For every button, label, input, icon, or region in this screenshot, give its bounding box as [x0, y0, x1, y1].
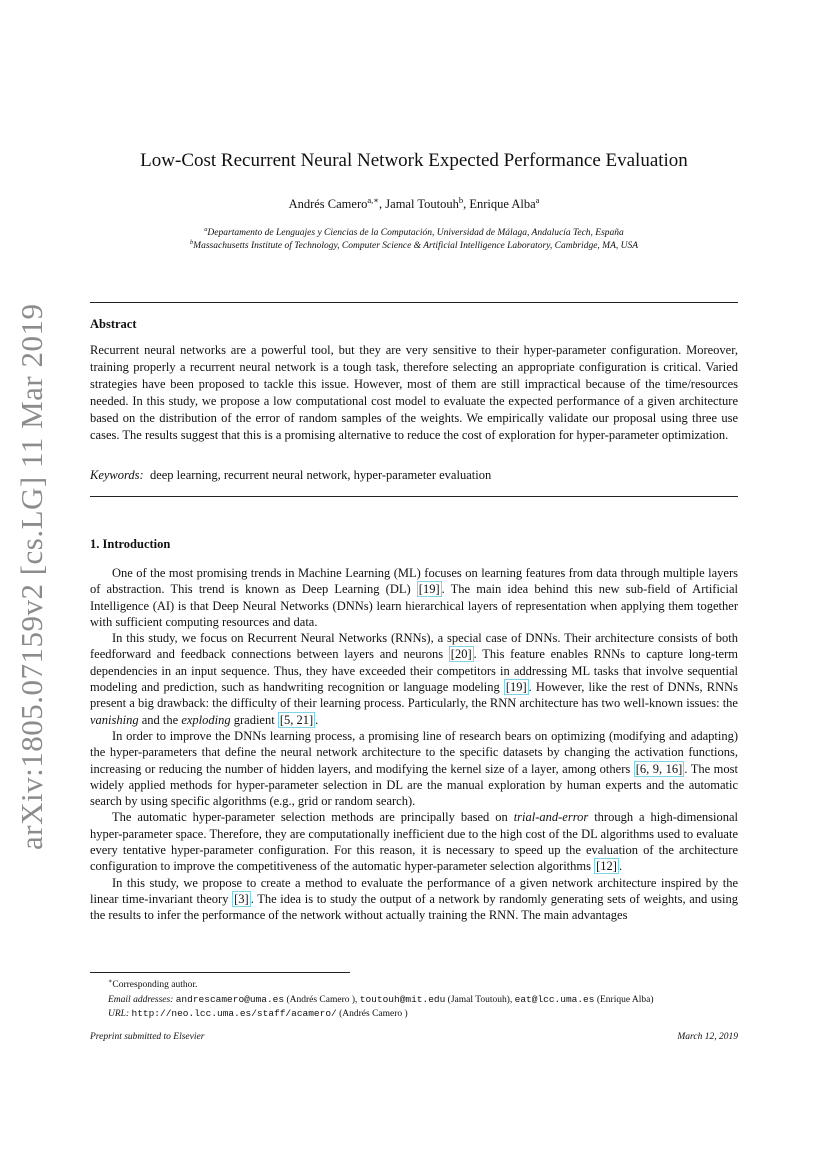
- affiliations: [90, 227, 738, 253]
- email-owner: (Andrés Camero ): [286, 994, 356, 1005]
- citation-link[interactable]: [20]: [450, 647, 472, 662]
- abstract-heading: Abstract: [90, 317, 137, 331]
- bottom-divider: [90, 496, 738, 497]
- citation-link[interactable]: [3]: [234, 891, 249, 906]
- paragraph-text: through a high-dimensional hyper-parameter space. Therefore, they are computationally inefficient due to the high cost of the DL algorithms used to evaluate every tentative hyper-parameter configuration. For this reason, it is necessary to speed up the evaluation of the architecture configuration to improve the competitiveness of the automatic hyper-parameter selection algorithms: [90, 810, 738, 874]
- email-label: Email addresses:: [108, 994, 174, 1005]
- keywords-label: Keywords:: [90, 468, 144, 482]
- paragraph-text: . This feature enables RNNs to capture long-term dependencies in an input sequence. Thus, they have exceeded their competitors in addressing ML tasks that involve sequential modeling and prediction, such as handwriting recognition or language modeling: [90, 647, 738, 695]
- citation-link[interactable]: [12]: [596, 859, 617, 874]
- footer-date: March 12, 2019: [677, 1032, 738, 1042]
- paragraph-text: . The main idea behind this new sub-field of Artificial Intelligence (AI) is that Deep Neural Networks (DNNs) learn hierarchical layers of representation when applying them together with sufficient computing resources and data.: [90, 582, 738, 629]
- email-owner: (Enrique Alba): [596, 994, 654, 1005]
- paragraph-text: One of the most promising trends in Machine Learning (ML) focuses on learning features from data through multiple layers of abstraction. This trend is known as Deep Learning (DL): [90, 566, 738, 597]
- author-name: Jamal Toutouh: [385, 197, 459, 211]
- paragraph-text: .: [315, 712, 319, 727]
- affiliation-a: [90, 227, 738, 240]
- paragraph-text: . The most widely applied methods for hyper-parameter selection in DL are the manual exploration by human experts and the automatic search by using specific algorithms (e.g., grid or random search).: [90, 761, 738, 809]
- paragraph-text: .: [618, 859, 623, 874]
- author-mark: b: [458, 194, 464, 205]
- intro-paragraph: [90, 728, 738, 809]
- paragraph-text: and the: [138, 712, 182, 727]
- emphasized-term: trial-and-error: [513, 810, 589, 825]
- email-link[interactable]: andrescamero@uma.es: [175, 993, 285, 1005]
- footnote-divider: [90, 972, 350, 973]
- email-owner: (Jamal Toutouh): [447, 994, 510, 1005]
- emphasized-term: vanishing: [90, 712, 139, 727]
- footnote-url: [90, 1007, 738, 1022]
- footnotes: [90, 979, 738, 1022]
- paper-title: Low-Cost Recurrent Neural Network Expected Performance Evaluation: [140, 150, 688, 171]
- paragraph-text: . The idea is to study the output of a network by randomly generating sets of weights, and using the results to infer the performance of the network without actually training the RNN. The main advantages: [90, 891, 739, 923]
- intro-paragraph: [90, 875, 738, 924]
- author-name: Andrés Camero: [288, 197, 368, 211]
- citation-link[interactable]: [19]: [505, 680, 527, 695]
- paragraph-text: The automatic hyper-parameter selection methods are principally based on: [112, 810, 514, 825]
- abstract-text: Recurrent neural networks are a powerful tool, but they are very sensitive to their hyper-parameter configuration. Moreover, training properly a recurrent neural network is a tough task, therefore selecting an appropriate configuration is critical. Varied strategies have been proposed to tackle this issue. However, most of them are still impractical because of the time/resources needed. In this study, we propose a low computational cost model to evaluate the expected performance of a given architecture based on the distribution of the error of random samples of the weights. We empirically validate our proposal using three use cases. The results suggest that this is a promising alternative to reduce the cost of exploration for hyper-parameter optimization.: [90, 343, 738, 442]
- affiliation-text: Departamento de Lenguajes y Ciencias de la Computación, Universidad de Málaga, Andalucía Tech, España: [207, 228, 624, 238]
- arxiv-identifier: arXiv:1805.07159v2 [cs.LG] 11 Mar 2019: [14, 303, 49, 850]
- citation-link[interactable]: [19]: [418, 582, 440, 597]
- url-owner: (Andrés Camero ): [339, 1009, 408, 1019]
- affiliation-mark: b: [189, 238, 194, 246]
- author-mark: a,∗: [367, 194, 380, 205]
- intro-paragraph: [90, 809, 738, 874]
- footnote-corresponding: [90, 979, 738, 993]
- paragraph-text: In this study, we focus on Recurrent Neural Networks (RNNs), a special case of DNNs. Their architecture consists of both feedforward and feedback connections between layers and neurons: [90, 631, 738, 662]
- paragraph-text: gradient: [230, 712, 278, 727]
- author-name: Enrique Alba: [469, 197, 536, 211]
- paragraph-text: In this study, we propose to create a method to evaluate the performance of a given network architecture inspired by the linear time-invariant theory: [90, 875, 738, 906]
- top-divider: [90, 302, 738, 303]
- section-heading: 1. Introduction: [90, 537, 171, 551]
- footnote-mark: ∗: [108, 977, 113, 985]
- email-link[interactable]: toutouh@mit.edu: [359, 993, 446, 1005]
- citation-link[interactable]: [6, 9, 16]: [635, 761, 683, 776]
- citation-link[interactable]: [5, 21]: [279, 712, 314, 727]
- url-link[interactable]: http://neo.lcc.uma.es/staff/acamero/: [131, 1008, 337, 1019]
- footer-left: Preprint submitted to Elsevier: [90, 1032, 205, 1042]
- keywords: [90, 467, 738, 484]
- url-label: URL:: [108, 1009, 130, 1019]
- affiliation-mark: a: [204, 225, 208, 233]
- footnote-emails: Email addresses: andrescamero@uma.es (Andrés Camero ), toutouh@mit.edu (Jamal Toutouh), eat@lcc.uma.es (Enrique Alba): [108, 993, 654, 1005]
- intro-paragraph: [90, 630, 738, 728]
- affiliation-text: Massachusetts Institute of Technology, Computer Science & Artificial Intelligence Laboratory, Cambridge, MA, USA: [193, 241, 639, 251]
- introduction-body: [90, 565, 738, 924]
- author-mark: a: [535, 194, 540, 205]
- intro-paragraph: [90, 565, 738, 630]
- author-list: Andrés Camero$^{a,∗}$, Jamal Toutouh$^b$, Enrique Alba$^a$: [288, 194, 540, 211]
- paragraph-text: In order to improve the DNNs learning process, a promising line of research bears on optimizing (modifying and adapting) the hyper-parameters that define the neural network architecture to the specific datasets by changing the activation functions, increasing or reducing the number of hidden layers, and modifying the kernel size of a layer, among others: [90, 728, 738, 776]
- paragraph-text: . However, like the rest of DNNs, RNNs present a big drawback: the difficulty of their learning process. Particularly, the RNN architecture has two well-known issues: the: [90, 680, 738, 711]
- affiliation-b: [90, 240, 738, 253]
- keywords-text: deep learning, recurrent neural network, hyper-parameter evaluation: [149, 468, 492, 482]
- email-link[interactable]: eat@lcc.uma.es: [514, 993, 595, 1005]
- emphasized-term: exploding: [181, 712, 231, 727]
- footnote-text: Corresponding author.: [112, 980, 198, 990]
